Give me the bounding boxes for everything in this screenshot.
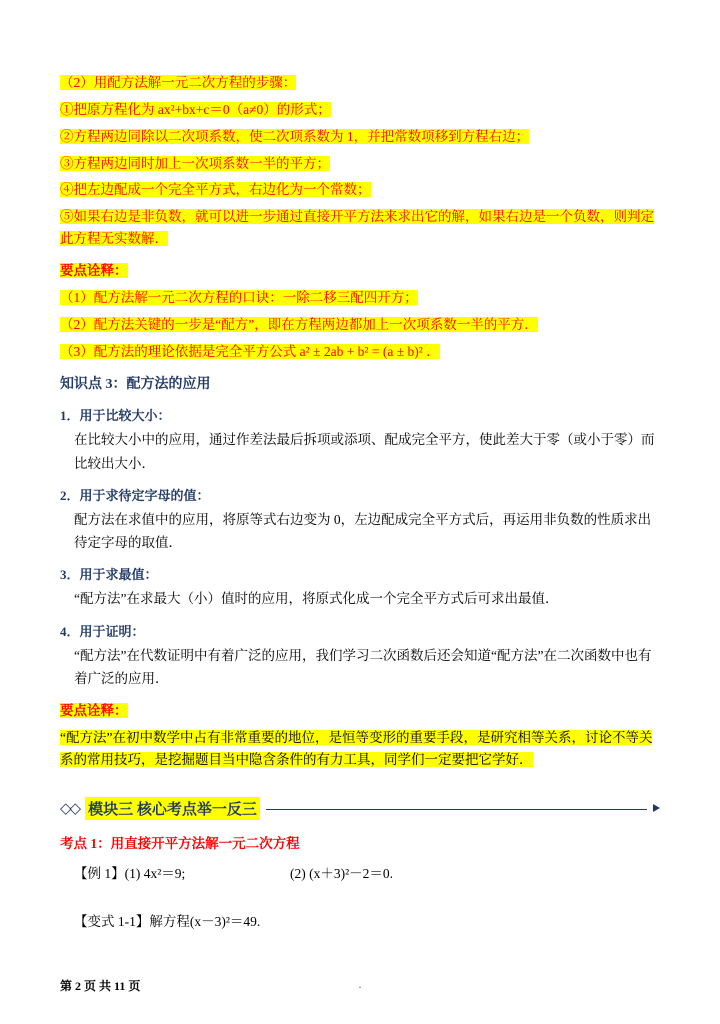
steps-item-text: ④把左边配成一个完全平方式，右边化为一个常数； [60, 182, 371, 198]
subsection-compare [60, 405, 660, 474]
key-points-title [60, 260, 660, 282]
key-points-title-text: 要点诠释： [60, 702, 128, 718]
variant-1-1: 【变式 1-1】解方程(x－3)²＝49. [74, 913, 261, 929]
subsection-paragraph: 配方法在求值中的应用，将原等式右边变为 0，左边配成完全平方式后，再运用非负数的性质求出待定字母的取值． [74, 511, 652, 551]
footer-center-mark: . [358, 977, 362, 991]
key-points-item [60, 341, 660, 363]
key-points-title [60, 700, 660, 722]
subsection-title: 2．用于求待定字母的值： [60, 487, 210, 503]
steps-title [60, 72, 660, 94]
key-points-item [60, 314, 660, 336]
steps-item-text: ②方程两边同除以二次项系数，使二次项系数为 1，并把常数项移到方程右边； [60, 128, 530, 144]
subsection-proof [60, 621, 660, 690]
key-points-title-text: 要点诠释： [60, 263, 128, 279]
steps-item [60, 206, 660, 250]
steps-title-text: （2）用配方法解一元二次方程的步骤： [60, 75, 297, 90]
steps-item [60, 99, 660, 121]
example-1-row [60, 862, 660, 884]
page-number: 第 2 页 共 11 页 [60, 979, 141, 993]
subsection-title: 4．用于证明： [60, 623, 145, 639]
key-points-block-2 [60, 700, 660, 771]
key-points-item-text: （3）配方法的理论依据是完全平方公式 a² ± 2ab + b² = (a ± b)² ． [60, 343, 440, 359]
key-points-paragraph [60, 727, 660, 771]
example-1-label: 【例 1】 [74, 865, 125, 881]
knowledge-point-3-heading: 知识点 3：配方法的应用 [60, 377, 211, 393]
subsection-paragraph: “配方法”在代数证明中有着广泛的应用，我们学习二次函数后还会知道“配方法”在二次函数中也有着广泛的应用． [74, 647, 652, 686]
diamond-icon: ◇◇ [60, 800, 80, 817]
steps-item [60, 153, 660, 175]
module-title: 模块三 核心考点举一反三 [85, 797, 260, 820]
steps-item [60, 179, 660, 201]
key-points-block-1 [60, 260, 660, 362]
key-points-item-text: （1）配方法解一元二次方程的口诀：一除二移三配四开方； [60, 289, 418, 305]
page-footer [0, 977, 720, 994]
subsection-title: 1．用于比较大小： [60, 408, 171, 424]
subsection-undetermined-coefficient [60, 485, 660, 554]
subsection-paragraph: 在比较大小中的应用，通过作差法最后拆项或添项、配成完全平方，使此差大于零（或小于零）而比较出大小． [74, 432, 655, 471]
exam-point-1-heading: 考点 1：用直接开平方法解一元二次方程 [60, 835, 300, 851]
example-1-part1: (1) 4x²＝9; [124, 865, 186, 881]
key-points-item [60, 287, 660, 309]
steps-item-text: ①把原方程化为 ax²+bx+c＝0（a≠0）的形式； [60, 101, 331, 117]
module-three-header [60, 797, 660, 820]
arrow-right-icon [653, 804, 660, 812]
key-points-paragraph-text: “配方法”在初中数学中占有非常重要的地位，是恒等变形的重要手段，是研究相等关系，讨论不等关系的常用技巧，是挖掘题目当中隐含条件的有力工具，同学们一定要把它学好． [60, 729, 653, 767]
steps-item-text: ⑤如果右边是非负数，就可以进一步通过直接开平方法来求出它的解，如果右边是一个负数，则判定此方程无实数解． [60, 209, 654, 247]
steps-item-text: ③方程两边同时加上一次项系数一半的平方； [60, 155, 330, 171]
subsection-paragraph: “配方法”在求最大（小）值时的应用，将原式化成一个完全平方式后可求出最值． [74, 591, 559, 607]
header-rule [266, 809, 647, 810]
steps-block [60, 72, 660, 250]
subsection-title: 3．用于求最值： [60, 567, 158, 583]
subsection-extremum [60, 564, 660, 610]
key-points-item-text: （2）配方法关键的一步是“配方”，即在方程两边都加上一次项系数一半的平方． [60, 316, 538, 332]
example-1-part2: (2) (x＋3)²－2＝0. [290, 865, 394, 881]
steps-item [60, 126, 660, 148]
